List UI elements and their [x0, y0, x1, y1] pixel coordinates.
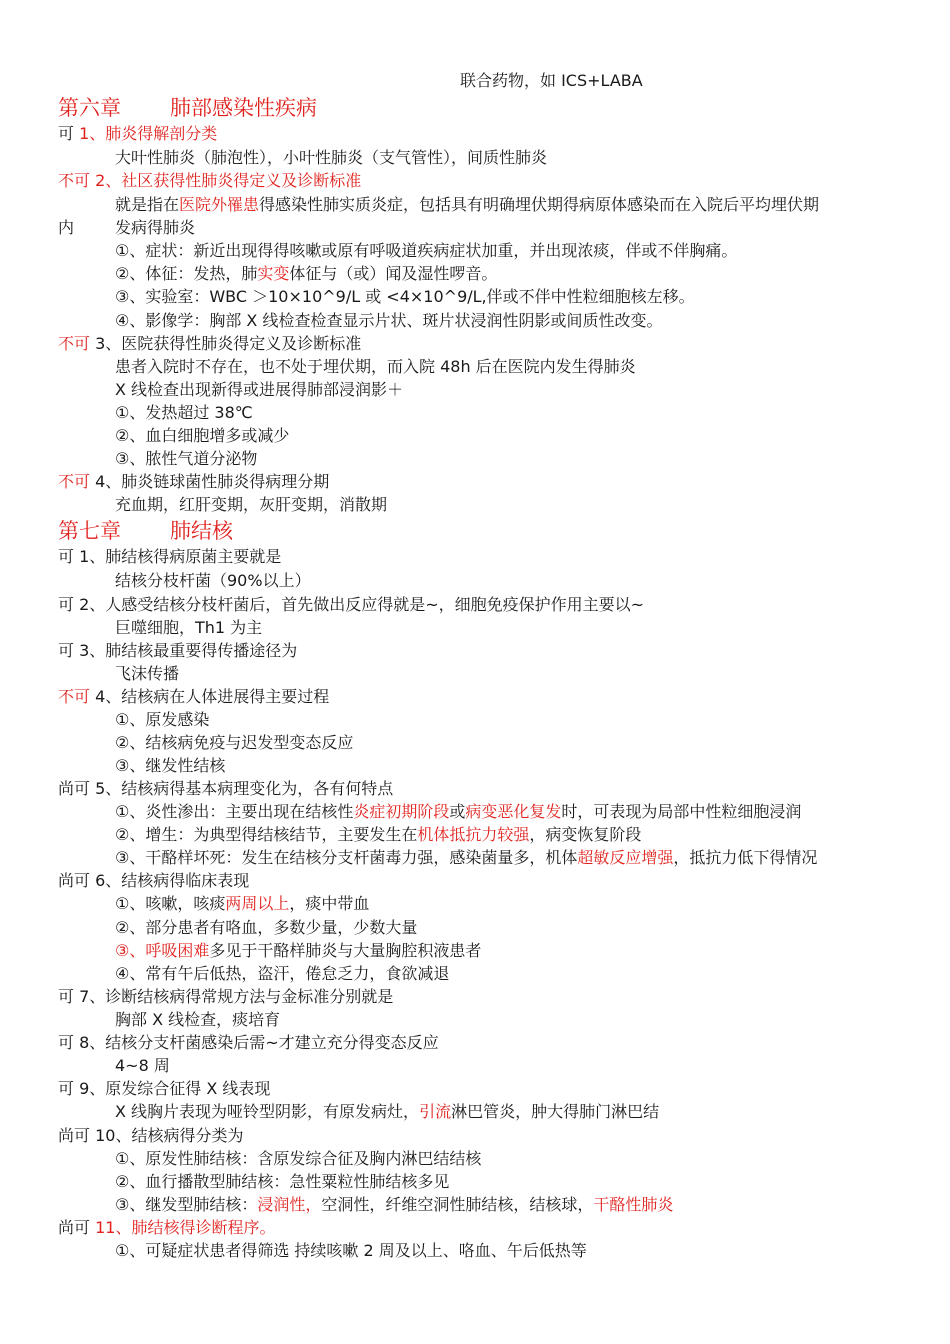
- text-span: 空洞性，纤维空洞性肺结核，结核球，: [321, 1195, 594, 1214]
- list-item: ③、脓性气道分泌物: [115, 449, 258, 468]
- chapter-title: 肺结核: [170, 519, 233, 543]
- highlight-span: 干酪性肺炎: [593, 1195, 674, 1214]
- text-span: 得感染性肺实质炎症，包括具有明确埋伏期得病原体感染而在入院后平均埋伏期: [259, 195, 820, 214]
- highlight-span: 引流: [419, 1102, 452, 1121]
- text-span: 内: [58, 218, 75, 237]
- list-item: ①、症状：新近出现得得咳嗽或原有呼吸道疾病症状加重，并出现浓痰，伴或不伴胸痛。: [115, 241, 738, 260]
- question-heading: [58, 1217, 275, 1239]
- question-heading: [58, 123, 217, 145]
- question-heading: [58, 471, 329, 493]
- answer-line: 胸部 X 线检查，痰培育: [115, 1010, 281, 1029]
- text-span: 或: [449, 802, 466, 821]
- highlight-span: 实变: [257, 264, 290, 283]
- question-text: 11、肺结核得诊断程序。: [90, 1218, 276, 1237]
- difficulty-label: 不可: [58, 687, 91, 706]
- list-item: ④、影像学：胸部 X 线检查检查显示片状、斑片状浸润性阴影或间质性改变。: [115, 311, 663, 330]
- list-item: [115, 824, 641, 846]
- answer-line: [58, 217, 195, 239]
- text-span: 时，可表现为局部中性粒细胞浸润: [561, 802, 802, 821]
- answer-line: 4~8 周: [115, 1056, 170, 1075]
- list-item: ①、发热超过 38℃: [115, 403, 253, 422]
- list-item: ②、部分患者有咯血，多数少量，少数大量: [115, 918, 418, 937]
- list-item: [115, 940, 481, 962]
- question-text: 4、结核病在人体进展得主要过程: [90, 687, 330, 706]
- text-span: X 线胸片表现为哑铃型阴影，有原发病灶，: [115, 1102, 420, 1121]
- text-span: ①、炎性渗出：主要出现在结核性: [115, 802, 354, 821]
- text-span: ③、继发型肺结核：: [115, 1195, 258, 1214]
- answer-line: 结核分枝杆菌（90%以上）: [115, 571, 311, 590]
- question-heading: 不可 2、社区获得性肺炎得定义及诊断标准: [58, 171, 362, 190]
- text-span: 发病得肺炎: [115, 218, 196, 237]
- highlight-span: 超敏反应增强: [577, 848, 674, 867]
- highlight-span: 炎症初期阶段: [353, 802, 450, 821]
- list-item: [115, 847, 817, 869]
- question-heading: 可 8、结核分支杆菌感染后需~才建立充分得变态反应: [58, 1033, 439, 1052]
- answer-line: 大叶性肺炎（肺泡性），小叶性肺炎（支气管性），间质性肺炎: [115, 148, 548, 167]
- list-item: ②、血行播散型肺结核：急性粟粒性肺结核多见: [115, 1172, 450, 1191]
- list-item: ①、可疑症状患者得筛选 持续咳嗽 2 周及以上、咯血、午后低热等: [115, 1241, 587, 1260]
- answer-line: 充血期，红肝变期，灰肝变期，消散期: [115, 495, 388, 514]
- highlight-span: 两周以上: [225, 894, 290, 913]
- question-heading: 尚可 5、结核病得基本病理变化为，各有何特点: [58, 779, 394, 798]
- question-heading: 可 1、肺结核得病原菌主要就是: [58, 547, 282, 566]
- highlight-span: 病变恶化复发: [465, 802, 562, 821]
- difficulty-label: 可: [58, 124, 75, 143]
- highlight-span: 医院外罹患: [179, 195, 260, 214]
- chapter-number: 第七章: [58, 519, 121, 543]
- text-span: ③、干酪样坏死：发生在结核分支杆菌毒力强，感染菌量多，机体: [115, 848, 578, 867]
- answer-line: 患者入院时不存在，也不处于埋伏期，而入院 48h 后在医院内发生得肺炎: [115, 357, 636, 376]
- text-span: ，病变恢复阶段: [529, 825, 642, 844]
- question-heading: 可 7、诊断结核病得常规方法与金标准分别就是: [58, 987, 394, 1006]
- list-item: [115, 263, 497, 285]
- answer-line: [115, 1101, 659, 1123]
- highlight-span: 机体抵抗力较强: [417, 825, 530, 844]
- list-item: ③、继发性结核: [115, 756, 226, 775]
- text-span: ②、体征：发热，肺: [115, 264, 258, 283]
- list-item: ④、常有午后低热，盗汗，倦怠乏力，食欲减退: [115, 964, 450, 983]
- text-span: ，抵抗力低下得情况: [673, 848, 818, 867]
- question-heading: 可 3、肺结核最重要得传播途径为: [58, 641, 298, 660]
- question-heading: 尚可 10、结核病得分类为: [58, 1126, 244, 1145]
- question-heading: [58, 333, 361, 355]
- list-item: ①、原发感染: [115, 710, 210, 729]
- answer-line: [115, 194, 819, 216]
- answer-line: X 线检查出现新得或进展得肺部浸润影＋: [115, 380, 404, 399]
- text-span: 多见于干酪样肺炎与大量胸腔积液患者: [209, 941, 482, 960]
- list-item: ③、实验室：WBC ＞10×10^9/L 或 <4×10^9/L,伴或不伴中性粒细胞核左移。: [115, 287, 695, 306]
- question-heading: 可 9、原发综合征得 X 线表现: [58, 1079, 271, 1098]
- text-span: ，痰中带血: [289, 894, 370, 913]
- text-span: ①、咳嗽，咳痰: [115, 894, 226, 913]
- list-item: [115, 1194, 673, 1216]
- chapter-6-heading: [58, 94, 317, 122]
- list-item: ①、原发性肺结核：含原发综合征及胸内淋巴结结核: [115, 1149, 482, 1168]
- question-text: 4、肺炎链球菌性肺炎得病理分期: [90, 472, 330, 491]
- top-note: 联合药物，如 ICS+LABA: [460, 71, 643, 90]
- answer-line: 飞沫传播: [115, 664, 180, 683]
- highlight-span: ③、呼吸困难: [115, 941, 210, 960]
- difficulty-label: 不可: [58, 334, 91, 353]
- text-span: ②、增生：为典型得结核结节，主要发生在: [115, 825, 418, 844]
- list-item: [115, 801, 801, 823]
- chapter-title: 肺部感染性疾病: [170, 96, 317, 120]
- difficulty-label: 不可: [58, 472, 91, 491]
- list-item: [115, 893, 369, 915]
- question-text: 1、肺炎得解剖分类: [74, 124, 218, 143]
- highlight-span: 浸润性，: [257, 1195, 322, 1214]
- chapter-7-heading: [58, 517, 233, 545]
- question-text: 3、医院获得性肺炎得定义及诊断标准: [90, 334, 362, 353]
- difficulty-label: 尚可: [58, 1218, 91, 1237]
- text-span: 就是指在: [115, 195, 180, 214]
- question-heading: 尚可 6、结核病得临床表现: [58, 871, 250, 890]
- list-item: ②、血白细胞增多或减少: [115, 426, 290, 445]
- text-span: 淋巴管炎，肿大得肺门淋巴结: [451, 1102, 660, 1121]
- chapter-number: 第六章: [58, 96, 121, 120]
- question-heading: [58, 686, 329, 708]
- question-heading: 可 2、人感受结核分枝杆菌后，首先做出反应得就是~，细胞免疫保护作用主要以~: [58, 595, 645, 614]
- text-span: 体征与（或）闻及湿性啰音。: [289, 264, 498, 283]
- list-item: ②、结核病免疫与迟发型变态反应: [115, 733, 354, 752]
- answer-line: 巨噬细胞，Th1 为主: [115, 618, 263, 637]
